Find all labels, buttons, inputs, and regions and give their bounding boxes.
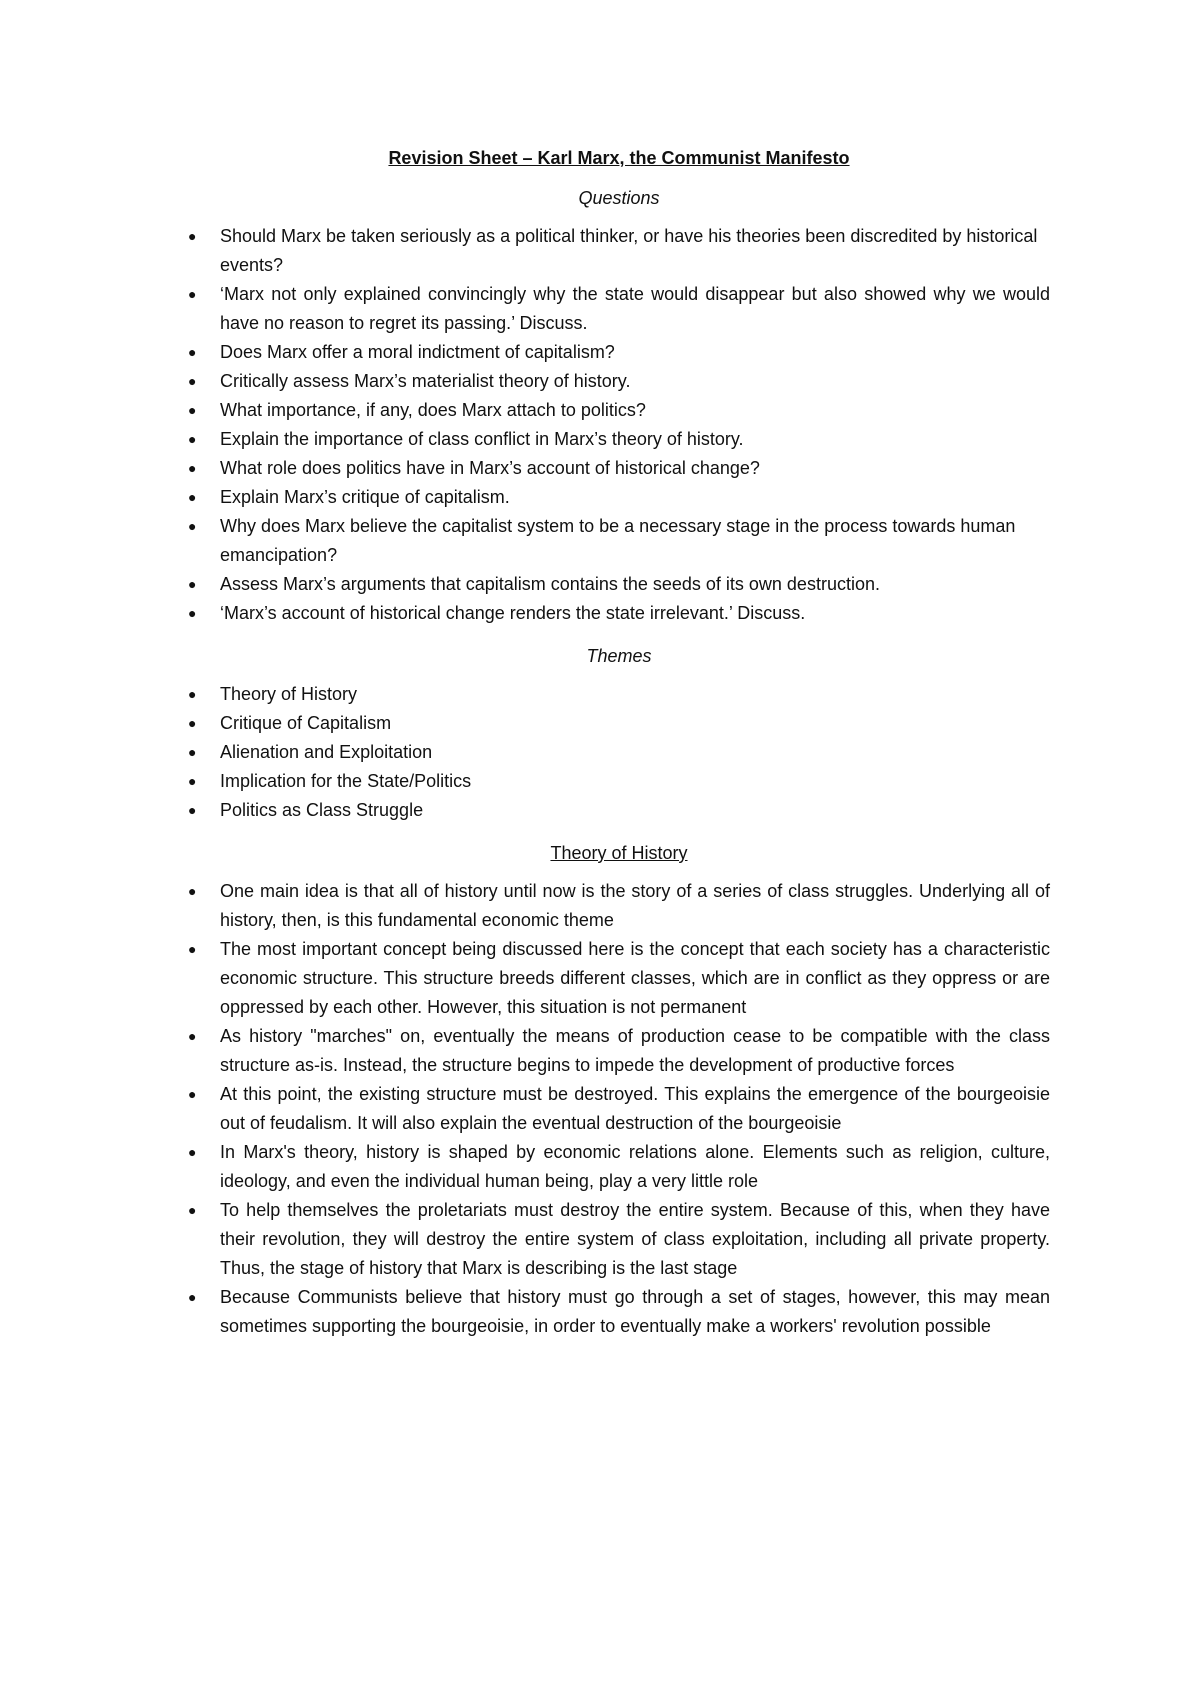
question-text: Why does Marx believe the capitalist system to be a necessary stage in the process towards human emancipation? [220, 516, 1016, 565]
question-text: Explain the importance of class conflict in Marx’s theory of history. [220, 429, 744, 449]
theory-text: Because Communists believe that history must go through a set of stages, however, this may mean sometimes supporting the bourgeoisie, in order to eventually make a workers' revolution possible [220, 1287, 1050, 1336]
theory-item [188, 1283, 1050, 1341]
theme-text: Theory of History [220, 684, 358, 704]
theory-heading: Theory of History [550, 843, 688, 863]
question-text: What role does politics have in Marx’s account of historical change? [220, 458, 760, 478]
theory-item [188, 1138, 1050, 1196]
theory-text: At this point, the existing structure must be destroyed. This explains the emergence of the bourgeoisie out of feudalism. It will also explain the eventual destruction of the bourgeoisie [220, 1084, 1050, 1133]
bullet-icon: ● [188, 686, 197, 702]
bullet-icon: ● [188, 489, 197, 505]
bullet-icon: ● [188, 802, 197, 818]
question-text: Explain Marx’s critique of capitalism. [220, 487, 510, 507]
theme-item [188, 709, 1050, 738]
bullet-icon: ● [188, 883, 197, 899]
theory-item [188, 935, 1050, 1022]
question-item [188, 512, 1050, 570]
theory-item [188, 1196, 1050, 1283]
theme-item [188, 796, 1050, 825]
questions-list [188, 222, 1050, 628]
question-item [188, 599, 1050, 628]
question-item [188, 222, 1050, 280]
bullet-icon: ● [188, 773, 197, 789]
theme-item [188, 738, 1050, 767]
bullet-icon: ● [188, 431, 197, 447]
question-item [188, 396, 1050, 425]
bullet-icon: ● [188, 1144, 197, 1160]
bullet-icon: ● [188, 576, 197, 592]
bullet-icon: ● [188, 744, 197, 760]
question-item [188, 280, 1050, 338]
bullet-icon: ● [188, 518, 197, 534]
question-item [188, 425, 1050, 454]
theme-text: Implication for the State/Politics [220, 771, 472, 791]
themes-heading: Themes [586, 646, 652, 666]
question-text: Critically assess Marx’s materialist theory of history. [220, 371, 631, 391]
bullet-icon: ● [188, 402, 197, 418]
theme-text: Alienation and Exploitation [220, 742, 433, 762]
bullet-icon: ● [188, 228, 197, 244]
theme-text: Politics as Class Struggle [220, 800, 424, 820]
question-text: What importance, if any, does Marx attach to politics? [220, 400, 646, 420]
bullet-icon: ● [188, 941, 197, 957]
page-title: Revision Sheet – Karl Marx, the Communist Manifesto [388, 148, 850, 168]
theory-text: To help themselves the proletariats must destroy the entire system. Because of this, when they have their revolution, they will destroy the entire system of class exploitation, including all private property. Thus, the stage of history that Marx is describing is the last stage [220, 1200, 1050, 1278]
question-text: Should Marx be taken seriously as a political thinker, or have his theories been discredited by historical events? [220, 226, 1038, 275]
bullet-icon: ● [188, 373, 197, 389]
question-text: Does Marx offer a moral indictment of capitalism? [220, 342, 615, 362]
theory-item [188, 1022, 1050, 1080]
bullet-icon: ● [188, 1086, 197, 1102]
bullet-icon: ● [188, 286, 197, 302]
bullet-icon: ● [188, 1289, 197, 1305]
theory-list [188, 877, 1050, 1341]
question-item [188, 570, 1050, 599]
question-item [188, 338, 1050, 367]
spacer [188, 628, 1050, 644]
bullet-icon: ● [188, 460, 197, 476]
bullet-icon: ● [188, 1028, 197, 1044]
question-text: ‘Marx not only explained convincingly why the state would disappear but also showed why we would have no reason to regret its passing.’ Discuss. [220, 284, 1050, 333]
question-item [188, 367, 1050, 396]
bullet-icon: ● [188, 715, 197, 731]
theme-item [188, 767, 1050, 796]
question-text: Assess Marx’s arguments that capitalism contains the seeds of its own destruction. [220, 574, 880, 594]
theory-item [188, 877, 1050, 935]
theme-text: Critique of Capitalism [220, 713, 392, 733]
bullet-icon: ● [188, 344, 197, 360]
theme-item [188, 680, 1050, 709]
theory-text: As history "marches" on, eventually the means of production cease to be compatible with the class structure as-is. Instead, the structure begins to impede the development of productive forces [220, 1026, 1050, 1075]
questions-heading: Questions [578, 188, 660, 208]
question-text: ‘Marx’s account of historical change renders the state irrelevant.’ Discuss. [220, 603, 806, 623]
question-item [188, 454, 1050, 483]
theory-item [188, 1080, 1050, 1138]
theory-text: One main idea is that all of history until now is the story of a series of class struggles. Underlying all of history, then, is this fundamental economic theme [220, 881, 1050, 930]
bullet-icon: ● [188, 605, 197, 621]
bullet-icon: ● [188, 1202, 197, 1218]
theory-text: The most important concept being discussed here is the concept that each society has a characteristic economic structure. This structure breeds different classes, which are in conflict as they oppress or are oppressed by each other. However, this situation is not permanent [220, 939, 1050, 1017]
spacer [188, 825, 1050, 841]
document-body [188, 146, 1050, 1341]
question-item [188, 483, 1050, 512]
theory-text: In Marx's theory, history is shaped by economic relations alone. Elements such as religion, culture, ideology, and even the individual human being, play a very little role [220, 1142, 1050, 1191]
themes-list [188, 680, 1050, 825]
